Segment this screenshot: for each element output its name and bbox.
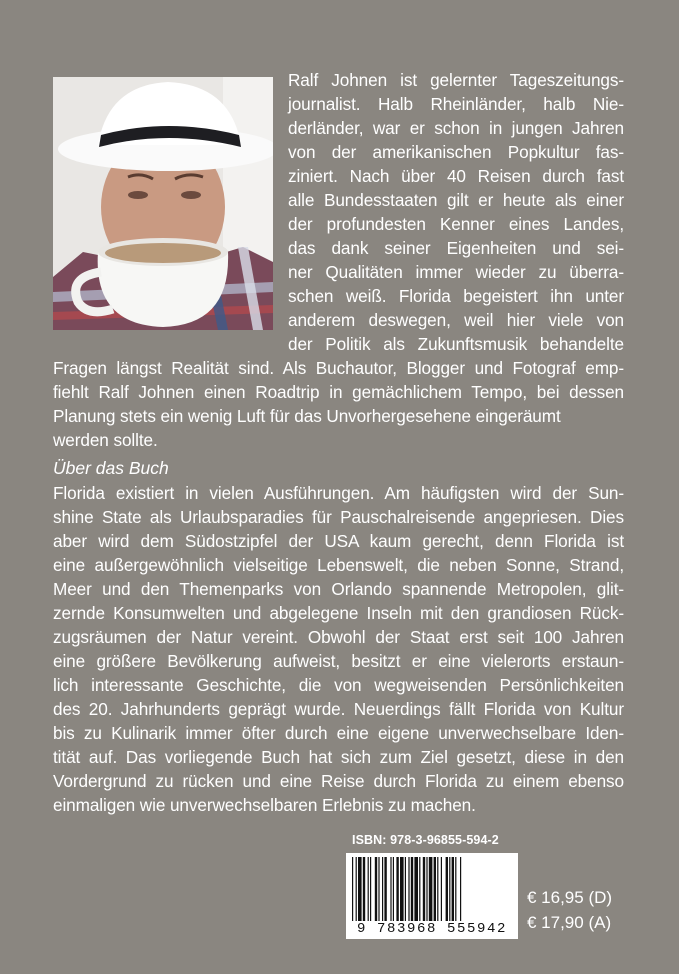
isbn-label: ISBN: 978-3-96855-594-2 (352, 833, 499, 847)
barcode-bar (419, 857, 420, 921)
book-line: shine State als Urlaubsparadies für Pauschalreisende angepriesen. Dies (53, 507, 624, 527)
barcode-bar (375, 857, 377, 921)
bio-line: werden sollte. (53, 430, 158, 450)
barcode-bar (460, 857, 461, 921)
book-line: lich interessante Geschichte, die von wegweisenden Persönlichkeiten (53, 675, 624, 695)
barcode-bar (370, 857, 371, 921)
bio-line: das dank seiner Eigenheiten und sei- (288, 238, 624, 258)
book-line: eine größere Bevölkerung aufweist, besitzt er eine vielerorts erstaun- (53, 651, 624, 671)
barcode-bar (384, 857, 386, 921)
barcode-bars (346, 853, 518, 923)
barcode-bar (363, 857, 365, 921)
barcode-digits: 9 783968 555942 (356, 921, 508, 937)
barcode-bar (400, 857, 404, 921)
barcode-bar (423, 857, 425, 921)
bio-line: der profundesten Kenner eines Landes, (288, 214, 624, 234)
bio-line: Planung stets ein wenig Luft für das Unvorhergesehene eingeräumt (53, 406, 561, 426)
barcode-bar (426, 857, 427, 921)
book-line: einmaligen wie unverwechselbaren Erlebnis zu machen. (53, 795, 476, 815)
bio-line: Fragen längst Realität sind. Als Buchautor, Blogger und Fotograf emp- (53, 358, 624, 378)
barcode-bar (455, 857, 456, 921)
barcode-bar (390, 857, 391, 921)
author-photo-illustration (53, 77, 273, 330)
barcode-bar (396, 857, 398, 921)
book-line: zugsräumen der Natur vereint. Obwohl der Staat erst seit 100 Jahren (53, 627, 624, 647)
price-austria: € 17,90 (A) (527, 913, 612, 932)
bio-line: Ralf Johnen ist gelernter Tageszeitungs- (288, 70, 624, 90)
price-germany: € 16,95 (D) (527, 888, 613, 907)
barcode-bar (382, 857, 383, 921)
barcode-bar (358, 857, 362, 921)
author-photo (53, 77, 273, 330)
bio-line: derländer, war er schon in jungen Jahren (288, 118, 624, 138)
book-line: des 20. Jahrhunderts geprägt wurde. Neuerdings fällt Florida von Kultur (53, 699, 624, 719)
book-line: eine außergewöhnlich vielseitige Lebenswelt, die neben Sonne, Strand, (53, 555, 624, 575)
barcode-bar (352, 857, 353, 921)
barcode-bar (411, 857, 413, 921)
barcode-bar (434, 857, 436, 921)
barcode-bar (408, 857, 409, 921)
bio-line: ziniert. Nach über 40 Reisen durch fast (288, 166, 624, 186)
bio-line: journalist. Halb Rheinländer, halb Nie- (288, 94, 624, 114)
book-line: Meer und den Themenparks von Orlando spannende Metropolen, glit- (53, 579, 624, 599)
book-heading: Über das Buch (53, 458, 169, 478)
bio-line: ner Qualitäten immer wieder zu überra- (288, 262, 624, 282)
bio-line: fiehlt Ralf Johnen einen Roadtrip in gemächlichem Tempo, bei dessen (53, 382, 624, 402)
book-line: bis zu Kulinarik immer öfter durch eine eigene unverwechselbare Iden- (53, 723, 624, 743)
bio-line: von der amerikanischen Popkultur fas- (288, 142, 624, 162)
book-line: aber wird dem Südostzipfel der USA kaum gerecht, denn Florida ist (53, 531, 624, 551)
barcode-bar (356, 857, 357, 921)
barcode-bar (449, 857, 450, 921)
bio-line: schen weiß. Florida begeistert ihn unter (288, 286, 624, 306)
bio-line: der Politik als Zukunftsmusik behandelte (288, 334, 624, 354)
barcode-bar (452, 857, 454, 921)
book-line: zernde Konsumwelten und abgelegene Inseln mit den grandiosen Rück- (53, 603, 624, 623)
barcode (346, 853, 518, 939)
barcode-bar (368, 857, 369, 921)
book-line: Florida existiert in vielen Ausführungen. Am häufigsten wird der Sun- (53, 483, 624, 503)
book-line: Vordergrund zu rücken und eine Reise durch Florida zu einem ebenso (53, 771, 624, 791)
barcode-bar (446, 857, 448, 921)
barcode-bar (393, 857, 394, 921)
barcode-bar (437, 857, 438, 921)
bio-line: alle Bundesstaaten gilt er heute als einer (288, 190, 624, 210)
book-line: tität auf. Das vorliegende Buch hat sich zum Ziel gesetzt, diese in den (53, 747, 624, 767)
barcode-bar (405, 857, 406, 921)
barcode-bar (441, 857, 442, 921)
barcode-bar (429, 857, 433, 921)
barcode-bar (414, 857, 418, 921)
barcode-bar (378, 857, 379, 921)
bio-line: anderem deswegen, weil hier viele von (288, 310, 624, 330)
